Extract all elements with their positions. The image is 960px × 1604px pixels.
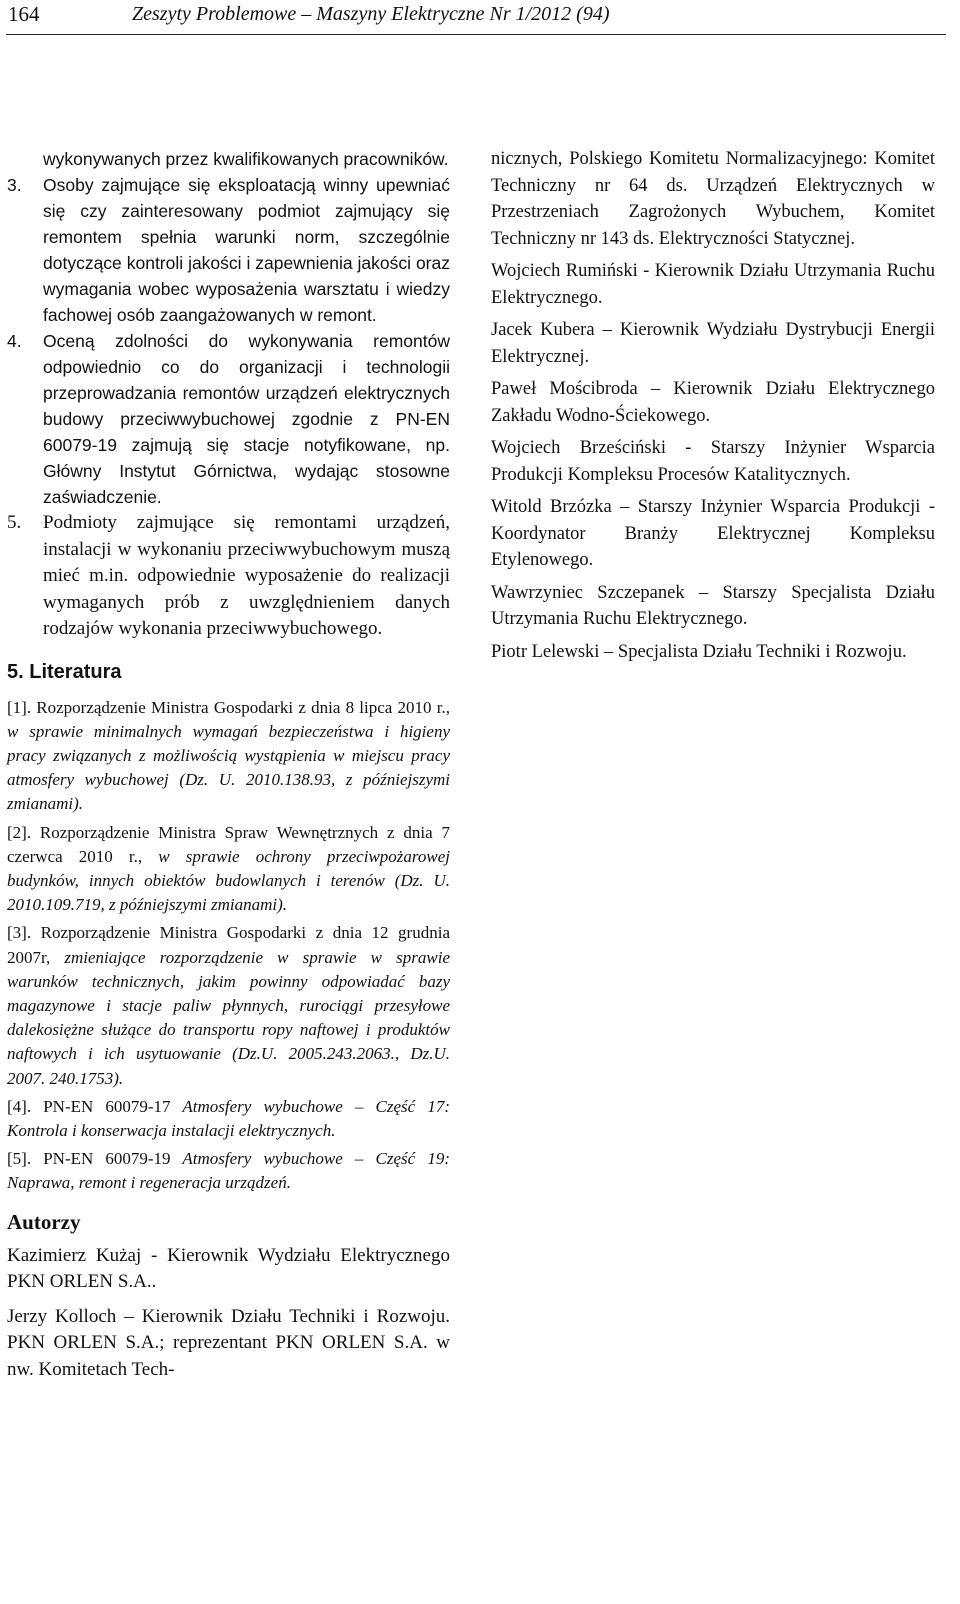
reference-item: [7, 1095, 450, 1143]
list-item: [7, 172, 450, 328]
page-number: 164: [8, 2, 40, 26]
list-item: [7, 328, 450, 510]
reference-title: [1]. Rozporządzenie Ministra Gospodarki z dnia 8 lipca 2010 r.,: [7, 697, 450, 717]
right-column: [491, 146, 935, 671]
reference-detail: Atmosfery wybuchowe – Część 17: Kontrola i konserwacja instalacji elektrycznych.: [7, 1096, 450, 1140]
page-header: [6, 0, 946, 35]
author-entry: Wojciech Rumiński - Kierownik Działu Utrzymania Ruchu Elektrycznego.: [491, 261, 935, 308]
left-column: [7, 146, 450, 1391]
author-entry: Wawrzyniec Szczepanek – Starszy Specjalista Działu Utrzymania Ruchu Elektrycznego.: [491, 582, 935, 629]
list-item-text: Osoby zajmujące się eksploatacją winny upewniać się czy zainteresowany podmiot zajmujący się remontem spełnia warunki norm, szczególnie dotyczące kontroli jakości i zapewnienia jakości oraz wymagania wobec wyposażenia warsztatu i wiedzy fachowej osób zaangażowanych w remont.: [43, 175, 450, 325]
author-entry: Jacek Kubera – Kierownik Wydziału Dystrybucji Energii Elektrycznej.: [491, 320, 935, 367]
author-entry: Paweł Mościbroda – Kierownik Działu Elektrycznego Zakładu Wodno-Ściekowego.: [491, 379, 935, 426]
author-entry: Jerzy Kolloch – Kierownik Działu Techniki i Rozwoju. PKN ORLEN S.A.; reprezentant PKN ORLEN S.A. w nw. Komitetach Tech-: [7, 1305, 450, 1380]
list-item-text: Podmioty zajmujące się remontami urządzeń, instalacji w wykonaniu przeciwwybuchowym muszą mieć m.in. odpowiednie wyposażenie do realizacji wymaganych prób z uwzględnieniem danych rodzajów wykonania przeciwwybuchowego.: [43, 512, 450, 639]
reference-item: [7, 821, 450, 918]
author-entry: Piotr Lelewski – Specjalista Działu Techniki i Rozwoju.: [491, 641, 907, 662]
author-entry: Wojciech Brześciński - Starszy Inżynier Wsparcia Produkcji Kompleksu Procesów Katalitycznych.: [491, 438, 935, 485]
reference-detail: Atmosfery wybuchowe – Część 19: Naprawa, remont i regeneracja urządzeń.: [7, 1149, 450, 1193]
list-item-continuation: wykonywanych przez kwalifikowanych pracowników.: [43, 149, 449, 169]
author-entry-continuation: nicznych, Polskiego Komitetu Normalizacyjnego: Komitet Techniczny nr 64 ds. Urządzeń Elektrycznych w Przestrzeniach Zagrożonych Wybuchem, Komitet Techniczny nr 143 ds. Elektryczności Statycznej.: [491, 149, 935, 249]
reference-title: [2]. Rozporządzenie Ministra Spraw Wewnętrznych z dnia 7 czerwca 2010 r.,: [7, 822, 450, 866]
literature-heading: 5. Literatura: [7, 660, 122, 683]
reference-item: [7, 696, 450, 817]
author-entry: Witold Brzózka – Starszy Inżynier Wsparcia Produkcji - Koordynator Branży Elektrycznej Kompleksu Etylenowego.: [491, 497, 935, 570]
list-item-number: 5.: [7, 512, 22, 533]
reference-item: [7, 921, 450, 1090]
reference-title: [5]. PN-EN 60079-19: [7, 1149, 171, 1169]
reference-title: [3]. Rozporządzenie Ministra Gospodarki z dnia 12 grudnia 2007r,: [7, 923, 450, 967]
reference-title: [4]. PN-EN 60079-17: [7, 1096, 171, 1116]
author-entry: Kazimierz Kużaj - Kierownik Wydziału Elektrycznego PKN ORLEN S.A..: [7, 1244, 450, 1293]
reference-detail: w sprawie minimalnych wymagań bezpieczeństwa i higieny pracy związanych z możliwością wystąpienia w miejscu pracy atmosfery wybuchowej (Dz. U. 2010.138.93, z późniejszymi zmianami).: [7, 721, 450, 814]
list-item-text: Oceną zdolności do wykonywania remontów odpowiednio co do organizacji i technologii przeprowadzania remontów urządzeń elektrycznych budowy przeciwwybuchowej zgodnie z PN-EN 60079-19 zajmują się stacje notyfikowane, np. Główny Instytut Górnictwa, wydając stosowne zaświadczenie.: [43, 331, 450, 507]
list-item-number: 3.: [7, 175, 22, 195]
journal-title: Zeszyty Problemowe – Maszyny Elektryczne Nr 1/2012 (94): [132, 3, 610, 25]
list-item-number: 4.: [7, 331, 22, 351]
reference-detail: w sprawie ochrony przeciwpożarowej budynków, innych obiektów budowlanych i terenów (Dz. U. 2010.109.719, z późniejszymi zmianami).: [7, 846, 450, 915]
list-item: [7, 510, 450, 643]
reference-item: [7, 1147, 450, 1195]
authors-heading: Autorzy: [7, 1209, 81, 1234]
reference-detail: zmieniające rozporządzenie w sprawie w sprawie warunków technicznych, jakim powinny odpowiadać bazy magazynowe i stacje paliw płynnych, rurociągi przesyłowe dalekosiężne służące do transportu ropy naftowej i produktów naftowych i ich usytuowanie (Dz.U. 2005.243.2063., Dz.U. 2007. 240.1753).: [7, 947, 450, 1088]
